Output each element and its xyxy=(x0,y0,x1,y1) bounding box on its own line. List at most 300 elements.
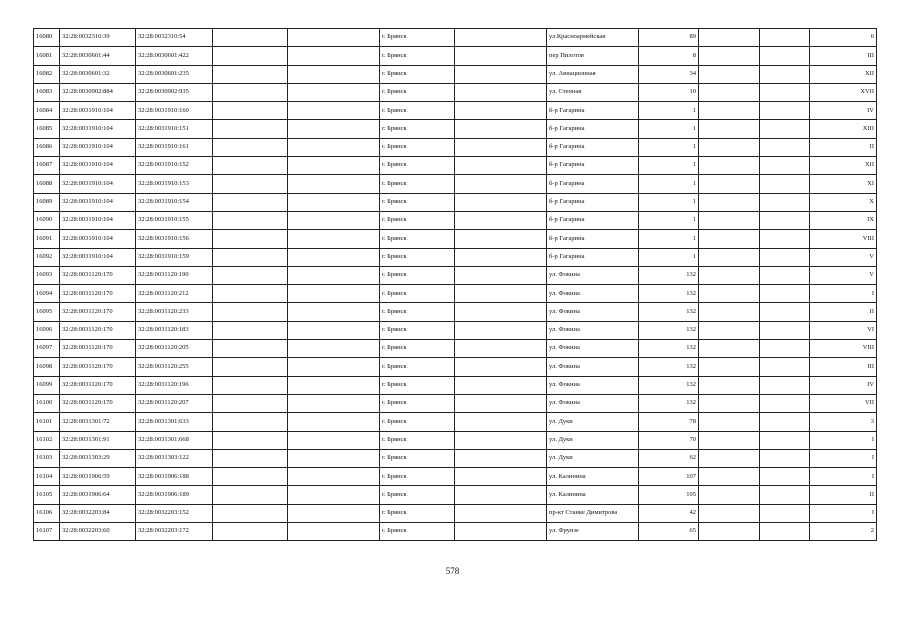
cell-premises: I xyxy=(810,504,877,522)
cell-object-cadastral-number: 32:28:0031120:183 xyxy=(136,321,213,339)
table-body xyxy=(34,29,877,541)
cell-number: 16105 xyxy=(34,486,60,504)
cell-cadastral-number: 32:28:0031910:104 xyxy=(60,248,136,266)
cell-number: 16104 xyxy=(34,468,60,486)
table-row xyxy=(34,120,877,138)
cell-empty xyxy=(288,340,380,358)
cell-cadastral-number: 32:28:0030601:32 xyxy=(60,65,136,83)
cell-city: г. Брянск xyxy=(380,321,455,339)
cell-cadastral-number: 32:28:0031120:170 xyxy=(60,340,136,358)
cell-empty xyxy=(213,120,288,138)
cell-number: 16094 xyxy=(34,285,60,303)
cell-street: б-р Гагарина xyxy=(547,157,639,175)
cell-house: 1 xyxy=(639,120,699,138)
table-row xyxy=(34,248,877,266)
cell-object-cadastral-number: 32:28:0031120:207 xyxy=(136,394,213,412)
cell-house: 1 xyxy=(639,175,699,193)
cell-empty xyxy=(760,449,810,467)
cell-house: 132 xyxy=(639,358,699,376)
cell-street: ул. Фрунзе xyxy=(547,523,639,541)
cell-empty xyxy=(288,321,380,339)
table-row xyxy=(34,230,877,248)
cell-empty xyxy=(213,321,288,339)
cell-number: 16088 xyxy=(34,175,60,193)
cell-empty xyxy=(455,175,547,193)
cell-premises: VII xyxy=(810,394,877,412)
cell-house: 1 xyxy=(639,193,699,211)
cell-empty xyxy=(760,248,810,266)
cell-street: ул. Авиационная xyxy=(547,65,639,83)
cell-street: б-р Гагарина xyxy=(547,193,639,211)
cell-premises: 6 xyxy=(810,29,877,47)
cell-empty xyxy=(699,211,760,229)
cell-object-cadastral-number: 32:28:0032203:172 xyxy=(136,523,213,541)
cell-object-cadastral-number: 32:28:0031910:154 xyxy=(136,193,213,211)
cell-empty xyxy=(455,266,547,284)
table-row xyxy=(34,47,877,65)
cell-empty xyxy=(760,358,810,376)
cell-house: 1 xyxy=(639,102,699,120)
cell-cadastral-number: 32:28:0031120:170 xyxy=(60,358,136,376)
cell-premises: V xyxy=(810,248,877,266)
cell-empty xyxy=(760,468,810,486)
cell-object-cadastral-number: 32:28:0031120:190 xyxy=(136,266,213,284)
cell-house: 70 xyxy=(639,431,699,449)
cell-empty xyxy=(699,376,760,394)
cell-empty xyxy=(760,321,810,339)
cell-cadastral-number: 32:28:0031301:91 xyxy=(60,431,136,449)
cell-premises: 3 xyxy=(810,413,877,431)
cell-empty xyxy=(760,120,810,138)
cell-empty xyxy=(760,175,810,193)
cell-object-cadastral-number: 32:28:0031910:159 xyxy=(136,248,213,266)
cell-empty xyxy=(760,211,810,229)
cell-object-cadastral-number: 32:28:0031910:161 xyxy=(136,138,213,156)
cell-empty xyxy=(455,65,547,83)
table-row xyxy=(34,29,877,47)
cell-cadastral-number: 32:28:0031910:104 xyxy=(60,175,136,193)
cell-house: 1 xyxy=(639,211,699,229)
cell-empty xyxy=(455,157,547,175)
cell-empty xyxy=(288,65,380,83)
cell-street: б-р Гагарина xyxy=(547,120,639,138)
table-row xyxy=(34,211,877,229)
cell-empty xyxy=(699,523,760,541)
cell-city: г. Брянск xyxy=(380,504,455,522)
cell-cadastral-number: 32:28:0031906:59 xyxy=(60,468,136,486)
cell-empty xyxy=(760,266,810,284)
cell-empty xyxy=(760,376,810,394)
registry-table xyxy=(33,28,877,541)
cell-empty xyxy=(699,157,760,175)
cell-empty xyxy=(288,523,380,541)
table-row xyxy=(34,321,877,339)
cell-number: 16085 xyxy=(34,120,60,138)
cell-empty xyxy=(213,175,288,193)
cell-cadastral-number: 32:28:0031906:64 xyxy=(60,486,136,504)
cell-empty xyxy=(213,248,288,266)
cell-house: 107 xyxy=(639,468,699,486)
cell-cadastral-number: 32:28:0031120:170 xyxy=(60,394,136,412)
cell-empty xyxy=(288,376,380,394)
cell-house: 132 xyxy=(639,340,699,358)
cell-city: г. Брянск xyxy=(380,29,455,47)
table-row xyxy=(34,449,877,467)
cell-empty xyxy=(760,230,810,248)
cell-object-cadastral-number: 32:28:0032203:152 xyxy=(136,504,213,522)
cell-street: ул. Фокина xyxy=(547,340,639,358)
cell-empty xyxy=(455,340,547,358)
cell-empty xyxy=(760,47,810,65)
cell-premises: III xyxy=(810,358,877,376)
table-row xyxy=(34,102,877,120)
cell-city: г. Брянск xyxy=(380,358,455,376)
cell-house: 8 xyxy=(639,47,699,65)
cell-empty xyxy=(213,340,288,358)
cell-object-cadastral-number: 32:28:0030902:935 xyxy=(136,83,213,101)
cell-premises: I xyxy=(810,285,877,303)
cell-object-cadastral-number: 32:28:0031120:205 xyxy=(136,340,213,358)
cell-empty xyxy=(699,358,760,376)
cell-object-cadastral-number: 32:28:0030601:422 xyxy=(136,47,213,65)
page-number: 578 xyxy=(445,566,460,576)
cell-empty xyxy=(288,394,380,412)
cell-empty xyxy=(213,47,288,65)
cell-empty xyxy=(288,83,380,101)
cell-number: 16082 xyxy=(34,65,60,83)
table-row xyxy=(34,83,877,101)
cell-empty xyxy=(288,431,380,449)
cell-empty xyxy=(455,29,547,47)
cell-empty xyxy=(213,523,288,541)
cell-empty xyxy=(455,138,547,156)
cell-empty xyxy=(213,285,288,303)
cell-number: 16091 xyxy=(34,230,60,248)
table-row xyxy=(34,285,877,303)
cell-city: г. Брянск xyxy=(380,468,455,486)
cell-empty xyxy=(699,504,760,522)
cell-premises: V xyxy=(810,266,877,284)
cell-street: ул. Фокина xyxy=(547,376,639,394)
cell-empty xyxy=(288,413,380,431)
cell-empty xyxy=(455,248,547,266)
cell-object-cadastral-number: 32:28:0031910:160 xyxy=(136,102,213,120)
cell-premises: I xyxy=(810,468,877,486)
cell-empty xyxy=(760,83,810,101)
cell-premises: VI xyxy=(810,321,877,339)
cell-cadastral-number: 32:28:0030601:44 xyxy=(60,47,136,65)
cell-cadastral-number: 32:28:0032203:60 xyxy=(60,523,136,541)
cell-empty xyxy=(699,486,760,504)
cell-city: г. Брянск xyxy=(380,157,455,175)
cell-number: 16086 xyxy=(34,138,60,156)
cell-empty xyxy=(213,157,288,175)
cell-house: 65 xyxy=(639,523,699,541)
cell-empty xyxy=(288,468,380,486)
cell-street: ул. Калинина xyxy=(547,486,639,504)
cell-object-cadastral-number: 32:28:0031906:189 xyxy=(136,486,213,504)
cell-empty xyxy=(288,138,380,156)
cell-empty xyxy=(455,83,547,101)
cell-cadastral-number: 32:28:0031910:104 xyxy=(60,138,136,156)
cell-premises: XIII xyxy=(810,120,877,138)
cell-empty xyxy=(455,504,547,522)
cell-street: б-р Гагарина xyxy=(547,138,639,156)
cell-empty xyxy=(760,523,810,541)
cell-empty xyxy=(760,65,810,83)
cell-city: г. Брянск xyxy=(380,230,455,248)
cell-city: г. Брянск xyxy=(380,523,455,541)
cell-object-cadastral-number: 32:28:0031910:152 xyxy=(136,157,213,175)
cell-empty xyxy=(288,29,380,47)
cell-empty xyxy=(288,120,380,138)
cell-empty xyxy=(455,468,547,486)
cell-cadastral-number: 32:28:0032310:39 xyxy=(60,29,136,47)
cell-empty xyxy=(760,285,810,303)
cell-empty xyxy=(455,47,547,65)
cell-city: г. Брянск xyxy=(380,248,455,266)
table-row xyxy=(34,193,877,211)
cell-house: 105 xyxy=(639,486,699,504)
cell-city: г. Брянск xyxy=(380,340,455,358)
cell-object-cadastral-number: 32:28:0031120:233 xyxy=(136,303,213,321)
table-row xyxy=(34,138,877,156)
cell-empty xyxy=(699,285,760,303)
cell-number: 16083 xyxy=(34,83,60,101)
cell-empty xyxy=(213,358,288,376)
cell-empty xyxy=(288,248,380,266)
cell-empty xyxy=(455,413,547,431)
cell-object-cadastral-number: 32:28:0032310:54 xyxy=(136,29,213,47)
cell-empty xyxy=(288,157,380,175)
cell-premises: I xyxy=(810,449,877,467)
cell-empty xyxy=(455,358,547,376)
cell-cadastral-number: 32:28:0031120:170 xyxy=(60,303,136,321)
cell-cadastral-number: 32:28:0031301:72 xyxy=(60,413,136,431)
cell-empty xyxy=(288,102,380,120)
cell-house: 1 xyxy=(639,138,699,156)
cell-street: ул. Фокина xyxy=(547,285,639,303)
cell-empty xyxy=(699,431,760,449)
cell-number: 16106 xyxy=(34,504,60,522)
cell-empty xyxy=(699,175,760,193)
cell-empty xyxy=(699,29,760,47)
cell-city: г. Брянск xyxy=(380,211,455,229)
cell-empty xyxy=(455,376,547,394)
cell-street: ул. Калинина xyxy=(547,468,639,486)
cell-empty xyxy=(213,211,288,229)
cell-empty xyxy=(699,394,760,412)
cell-object-cadastral-number: 32:28:0030601:235 xyxy=(136,65,213,83)
cell-house: 132 xyxy=(639,376,699,394)
cell-house: 42 xyxy=(639,504,699,522)
cell-empty xyxy=(288,211,380,229)
cell-cadastral-number: 32:28:0030902:884 xyxy=(60,83,136,101)
cell-premises: II xyxy=(810,138,877,156)
cell-object-cadastral-number: 32:28:0031910:153 xyxy=(136,175,213,193)
cell-city: г. Брянск xyxy=(380,376,455,394)
cell-empty xyxy=(455,449,547,467)
cell-empty xyxy=(699,248,760,266)
cell-city: г. Брянск xyxy=(380,449,455,467)
cell-empty xyxy=(760,102,810,120)
cell-empty xyxy=(213,193,288,211)
cell-city: г. Брянск xyxy=(380,175,455,193)
cell-empty xyxy=(288,358,380,376)
cell-city: г. Брянск xyxy=(380,285,455,303)
cell-empty xyxy=(699,102,760,120)
cell-empty xyxy=(213,413,288,431)
cell-empty xyxy=(213,266,288,284)
cell-city: г. Брянск xyxy=(380,120,455,138)
cell-house: 132 xyxy=(639,321,699,339)
cell-cadastral-number: 32:28:0031910:104 xyxy=(60,193,136,211)
cell-street: ул. Дуки xyxy=(547,413,639,431)
cell-empty xyxy=(699,230,760,248)
cell-empty xyxy=(699,449,760,467)
cell-empty xyxy=(699,120,760,138)
cell-empty xyxy=(213,431,288,449)
cell-premises: IV xyxy=(810,376,877,394)
cell-empty xyxy=(213,376,288,394)
cell-street: б-р Гагарина xyxy=(547,175,639,193)
cell-empty xyxy=(288,303,380,321)
cell-premises: III xyxy=(810,47,877,65)
table-row xyxy=(34,358,877,376)
cell-street: б-р Гагарина xyxy=(547,248,639,266)
table-row xyxy=(34,431,877,449)
cell-empty xyxy=(455,321,547,339)
cell-empty xyxy=(760,431,810,449)
cell-number: 16096 xyxy=(34,321,60,339)
cell-number: 16099 xyxy=(34,376,60,394)
cell-premises: XI xyxy=(810,175,877,193)
cell-number: 16087 xyxy=(34,157,60,175)
cell-empty xyxy=(455,523,547,541)
cell-street: ул.Красноармейская xyxy=(547,29,639,47)
cell-street: ул. Фокина xyxy=(547,321,639,339)
cell-empty xyxy=(760,29,810,47)
cell-premises: XII xyxy=(810,157,877,175)
cell-empty xyxy=(699,266,760,284)
cell-object-cadastral-number: 32:28:0031301:633 xyxy=(136,413,213,431)
cell-empty xyxy=(288,193,380,211)
cell-house: 1 xyxy=(639,248,699,266)
cell-house: 132 xyxy=(639,303,699,321)
cell-empty xyxy=(288,449,380,467)
cell-empty xyxy=(213,468,288,486)
cell-empty xyxy=(213,65,288,83)
cell-empty xyxy=(760,303,810,321)
table-row xyxy=(34,303,877,321)
cell-number: 16090 xyxy=(34,211,60,229)
cell-premises: XVII xyxy=(810,83,877,101)
cell-cadastral-number: 32:28:0031910:104 xyxy=(60,230,136,248)
cell-premises: IV xyxy=(810,102,877,120)
cell-object-cadastral-number: 32:28:0031910:156 xyxy=(136,230,213,248)
cell-empty xyxy=(760,157,810,175)
cell-object-cadastral-number: 32:28:0031910:151 xyxy=(136,120,213,138)
table-row xyxy=(34,266,877,284)
cell-premises: XII xyxy=(810,65,877,83)
cell-number: 16081 xyxy=(34,47,60,65)
cell-city: г. Брянск xyxy=(380,486,455,504)
table-row xyxy=(34,340,877,358)
cell-house: 132 xyxy=(639,394,699,412)
cell-premises: 2 xyxy=(810,523,877,541)
table-row xyxy=(34,394,877,412)
cell-empty xyxy=(760,340,810,358)
cell-city: г. Брянск xyxy=(380,102,455,120)
cell-city: г. Брянск xyxy=(380,83,455,101)
cell-empty xyxy=(699,83,760,101)
cell-premises: VIII xyxy=(810,340,877,358)
cell-number: 16107 xyxy=(34,523,60,541)
cell-number: 16097 xyxy=(34,340,60,358)
cell-object-cadastral-number: 32:28:0031120:212 xyxy=(136,285,213,303)
cell-house: 1 xyxy=(639,230,699,248)
cell-empty xyxy=(455,285,547,303)
cell-cadastral-number: 32:28:0031120:170 xyxy=(60,321,136,339)
cell-cadastral-number: 32:28:0031303:29 xyxy=(60,449,136,467)
cell-empty xyxy=(760,486,810,504)
table-row xyxy=(34,523,877,541)
cell-object-cadastral-number: 32:28:0031301:668 xyxy=(136,431,213,449)
table-row xyxy=(34,486,877,504)
cell-premises: X xyxy=(810,193,877,211)
cell-number: 16089 xyxy=(34,193,60,211)
cell-empty xyxy=(213,138,288,156)
cell-city: г. Брянск xyxy=(380,47,455,65)
cell-empty xyxy=(455,394,547,412)
cell-empty xyxy=(288,175,380,193)
cell-empty xyxy=(288,47,380,65)
table-row xyxy=(34,413,877,431)
cell-empty xyxy=(699,321,760,339)
cell-street: ул. Фокина xyxy=(547,303,639,321)
cell-empty xyxy=(699,468,760,486)
cell-number: 16103 xyxy=(34,449,60,467)
cell-number: 16100 xyxy=(34,394,60,412)
cell-object-cadastral-number: 32:28:0031906:188 xyxy=(136,468,213,486)
cell-empty xyxy=(699,65,760,83)
cell-empty xyxy=(213,83,288,101)
cell-empty xyxy=(760,413,810,431)
cell-street: ул. Дуки xyxy=(547,431,639,449)
cell-premises: II xyxy=(810,303,877,321)
cell-empty xyxy=(699,303,760,321)
cell-empty xyxy=(760,394,810,412)
cell-street: ул. Фокина xyxy=(547,394,639,412)
table-row xyxy=(34,175,877,193)
cell-empty xyxy=(213,230,288,248)
cell-number: 16102 xyxy=(34,431,60,449)
cell-house: 10 xyxy=(639,83,699,101)
cell-cadastral-number: 32:28:0031120:170 xyxy=(60,266,136,284)
cell-object-cadastral-number: 32:28:0031303:122 xyxy=(136,449,213,467)
cell-premises: IX xyxy=(810,211,877,229)
cell-city: г. Брянск xyxy=(380,266,455,284)
cell-street: б-р Гагарина xyxy=(547,102,639,120)
cell-city: г. Брянск xyxy=(380,413,455,431)
cell-empty xyxy=(760,193,810,211)
cell-street: ул. Дуки xyxy=(547,449,639,467)
cell-empty xyxy=(288,504,380,522)
cell-empty xyxy=(213,29,288,47)
cell-premises: II xyxy=(810,486,877,504)
cell-number: 16084 xyxy=(34,102,60,120)
cell-house: 132 xyxy=(639,266,699,284)
